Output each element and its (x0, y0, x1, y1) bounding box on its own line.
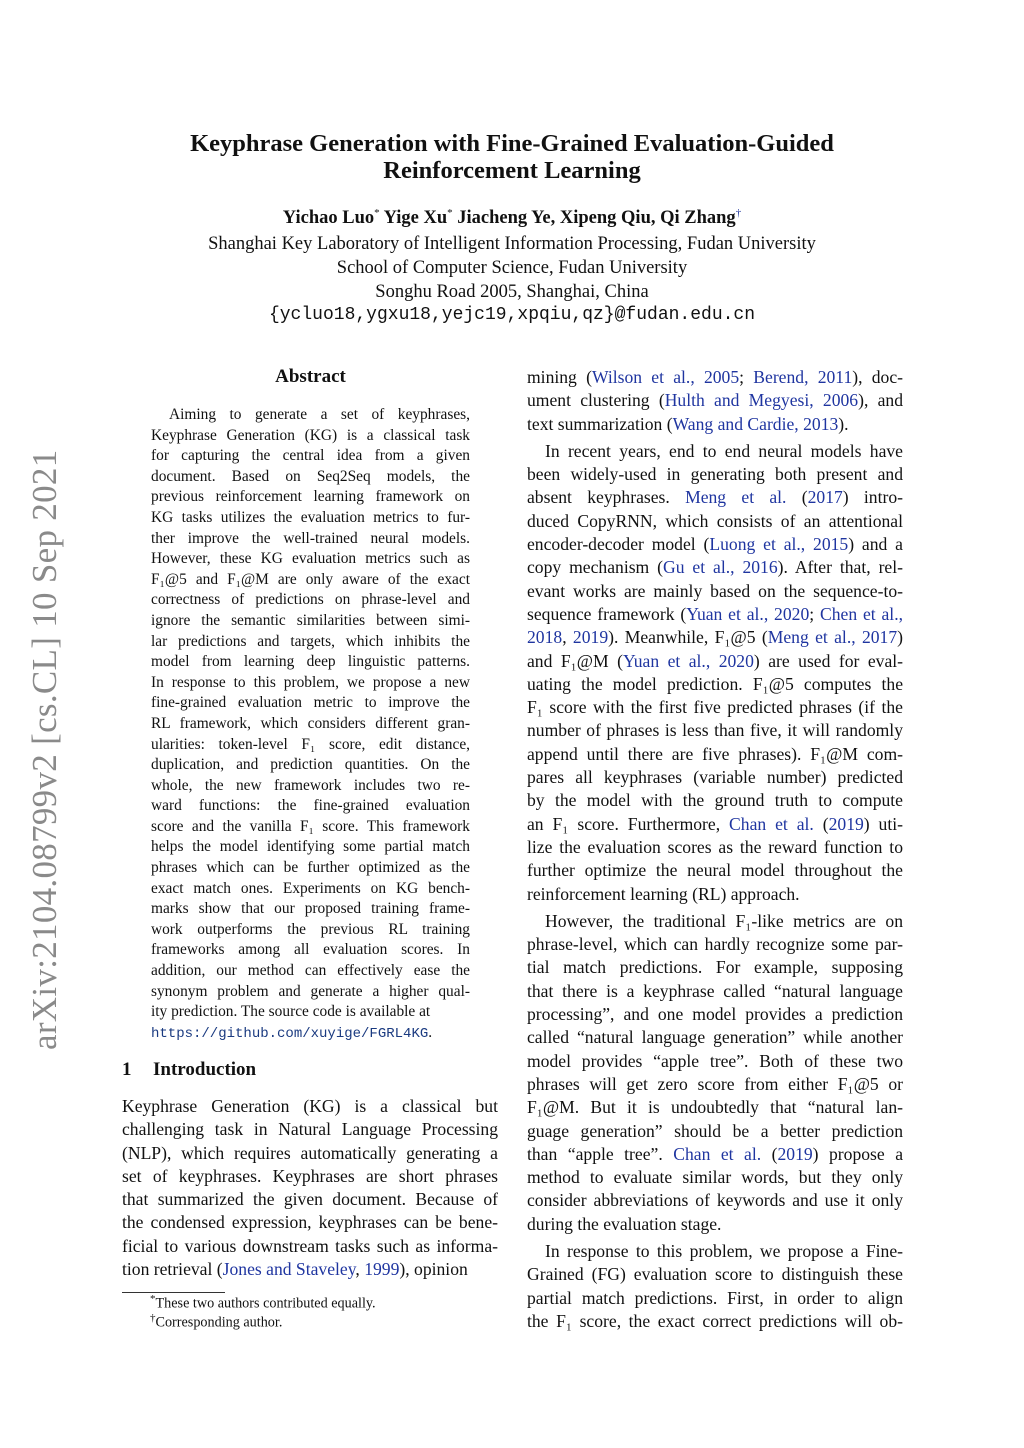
paper-title (0, 130, 1024, 184)
section-number: 1 (122, 1059, 132, 1080)
text-line: ward functions: the fine-grained evaluation (151, 797, 470, 815)
text-line: model provides “apple tree”. Both of these two (527, 1050, 903, 1071)
text-line: during the evaluation stage. (527, 1213, 722, 1234)
section-title: Introduction (153, 1059, 257, 1080)
author-emails: {ycluo18,ygxu18,yejc19,xpqiu,qz}@fudan.edu.cn (268, 305, 756, 325)
text-line: tion retrieval (Jones and Staveley, 1999), opinion (122, 1259, 468, 1280)
text-line: that summarized the given document. Because of (122, 1189, 498, 1210)
footnote-text: Corresponding author. (155, 1314, 283, 1331)
text-line: model from learning deep linguistic patterns. (151, 653, 470, 671)
author-footnote-mark: † (735, 207, 742, 219)
text-line: tial match predictions. For example, supposing (527, 957, 903, 978)
footnote-mark: † (150, 1312, 156, 1324)
text-line: document. Based on Seq2Seq models, the (151, 467, 470, 485)
footnote (150, 1312, 282, 1332)
text-line: the F₁ score, the exact correct predictions will ob- (527, 1310, 903, 1331)
text-line: consider abbreviations of keywords and use it only (527, 1190, 903, 1211)
text-line: In response to this problem, we propose a Fine- (545, 1240, 903, 1261)
text-line: sequence framework (Yuan et al., 2020; Chen et al., (527, 603, 903, 624)
title-line: Reinforcement Learning (383, 157, 641, 184)
citation-link[interactable]: 2019 (572, 627, 609, 648)
text-line: However, the traditional F₁-like metrics are on (545, 910, 903, 931)
text-line: synonym problem and generate a higher qual- (151, 982, 470, 1000)
paragraph (527, 910, 903, 1236)
link-suffix: . (428, 1023, 433, 1041)
abstract-body (151, 405, 470, 1044)
text-line: number of phrases is less than five, it will randomly (527, 720, 903, 741)
text-line: and F₁@M (Yuan et al., 2020) are used for eval- (527, 650, 904, 671)
text-line: text summarization (Wang and Cardie, 2013). (527, 413, 849, 434)
citation-link[interactable]: Chen et al., (819, 603, 903, 624)
citation-link[interactable]: Hulth and Megyesi, 2006 (664, 390, 859, 411)
text-line: However, these KG evaluation metrics such as (151, 550, 470, 568)
text-line: duced CopyRNN, which consists of an attentional (527, 510, 903, 531)
text-line: previous reinforcement learning framework on (151, 488, 470, 506)
text-line: In recent years, end to end neural models have (545, 440, 903, 461)
text-line: ularities: token-level F₁ score, edit distance, (151, 735, 470, 753)
citation-link[interactable]: Yuan et al., 2020 (622, 650, 754, 671)
text-line: ument clustering (Hulth and Megyesi, 2006), and (527, 390, 903, 411)
text-line: addition, our method can effectively ease the (151, 962, 470, 980)
text-line: Keyphrase Generation (KG) is a classical but (122, 1096, 498, 1116)
author-name: Qi Zhang (660, 208, 736, 229)
text-line: challenging task in Natural Language Processing (122, 1119, 498, 1140)
text-line: copy mechanism (Gu et al., 2016). After that, rel- (527, 557, 903, 578)
text-line: processing”, and one model provides a prediction (527, 1004, 903, 1025)
author-name: Jiacheng Ye (457, 208, 551, 229)
author-list: Yichao Luo* Yige Xu* Jiacheng Ye, Xipeng Qiu, Qi Zhang† (282, 207, 742, 229)
affiliation: Shanghai Key Laboratory of Intelligent Information Processing, Fudan University (208, 234, 816, 254)
citation-link[interactable]: 2019 (777, 1143, 813, 1164)
abstract-heading: Abstract (275, 366, 346, 387)
text-line: phrases which can be further optimized as the (151, 859, 470, 877)
text-line: F₁ score with the first five predicted phrases (if the (527, 697, 903, 718)
text-line: that there is a keyphrase called “natural language (527, 980, 903, 1001)
arxiv-stamp: arXiv:2104.08799v2 [cs.CL] 10 Sep 2021 (25, 449, 64, 1050)
text-line: 2018, 2019). Meanwhile, F₁@5 (Meng et al., 2017) (527, 627, 903, 648)
text-line: been widely-used in generating both present and (527, 464, 903, 485)
citation-link[interactable]: 2018 (527, 627, 563, 648)
citation-link[interactable]: Wilson et al., 2005 (591, 367, 740, 387)
text-line: KG tasks utilizes the evaluation metrics to fur- (151, 508, 470, 526)
author-footnote-mark: * (374, 207, 380, 219)
text-line: helps the model identifying some partial match (151, 838, 470, 856)
text-line: absent keyphrases. Meng et al. (2017) intro- (527, 487, 903, 508)
citation-link[interactable]: 2017 (807, 487, 843, 508)
title-line: Keyphrase Generation with Fine-Grained Evaluation-Guided (190, 130, 834, 157)
author-footnote-mark: * (447, 207, 453, 219)
affiliation: School of Computer Science, Fudan University (336, 258, 688, 278)
citation-link[interactable]: Meng et al. (685, 487, 787, 508)
right-column-body (527, 366, 903, 1333)
text-line: (NLP), which requires automatically generating a (122, 1142, 498, 1163)
text-line: set of keyphrases. Keyphrases are short phrases (122, 1165, 498, 1186)
citation-link[interactable]: 1999 (364, 1259, 400, 1280)
text-line: partial match predictions. First, in order to align (527, 1287, 903, 1308)
text-line: ther improve the well-trained neural models. (151, 529, 470, 547)
citation-link[interactable]: Luong et al., 2015 (709, 534, 849, 555)
text-line: ignore the semantic similarities between simi- (151, 611, 470, 629)
paragraph (122, 1095, 498, 1281)
section-heading-introduction (122, 1059, 256, 1081)
text-line: whole, the new framework includes two re- (151, 776, 470, 794)
citation-link[interactable]: Wang and Cardie, 2013 (672, 413, 839, 434)
text-line: RL framework, which considers different gran- (151, 714, 470, 732)
text-line: encoder-decoder model (Luong et al., 2015) and a (527, 534, 903, 555)
text-line: work outperforms the previous RL training (151, 920, 470, 938)
citation-link[interactable]: Yuan et al., 2020 (686, 603, 810, 624)
text-line: append until there are five phrases). F₁@M com- (527, 743, 903, 764)
text-line: further optimize the neural model throughout the (527, 860, 903, 881)
footnote-mark: * (150, 1293, 156, 1305)
footnote (150, 1293, 376, 1313)
text-line: lize the evaluation scores as the reward function to (527, 836, 903, 857)
text-line: by the model with the ground truth to compute (527, 790, 903, 811)
paragraph (527, 366, 903, 436)
affiliation: Songhu Road 2005, Shanghai, China (375, 282, 649, 302)
citation-link[interactable]: Chan et al. (673, 1143, 762, 1164)
text-line: Keyphrase Generation (KG) is a classical task (151, 426, 470, 444)
paragraph (151, 405, 470, 1044)
text-line: an F₁ score. Furthermore, Chan et al. (2019) uti- (527, 813, 903, 834)
text-line: mining (Wilson et al., 2005; Berend, 2011), doc- (527, 367, 904, 387)
paragraph (527, 1240, 903, 1333)
introduction-body (122, 1095, 498, 1281)
text-line: In response to this problem, we propose a new (151, 673, 470, 691)
text-line: fine-grained evaluation metric to improve the (151, 694, 470, 712)
text-line: Aiming to generate a set of keyphrases, (169, 406, 470, 423)
text-line: F₁@5 and F₁@M are only aware of the exact (151, 570, 470, 588)
text-line: duplication, and prediction quantities. On the (151, 756, 470, 774)
text-line: exact match ones. Experiments on KG bench- (151, 879, 470, 897)
text-line: frameworks among all evaluation scores. In (151, 941, 470, 959)
text-line: ficial to various downstream tasks such as informa- (122, 1235, 498, 1256)
text-line: F₁@M. But it is undoubtedly that “natural lan- (527, 1097, 903, 1118)
citation-link[interactable]: 2019 (828, 813, 864, 834)
text-line: Grained (FG) evaluation score to distinguish these (527, 1264, 903, 1285)
source-code-link[interactable]: https://github.com/xuyige/FGRL4KG (151, 1025, 429, 1042)
citation-link[interactable]: Berend, 2011 (753, 367, 853, 387)
text-line: than “apple tree”. Chan et al. (2019) propose a (527, 1143, 904, 1164)
text-line: the condensed expression, keyphrases can be bene- (122, 1212, 498, 1233)
author-name: Yige Xu (383, 208, 448, 229)
text-line: called “natural language generation” while another (527, 1027, 903, 1048)
citation-link[interactable]: Chan et al. (729, 813, 814, 834)
text-line: ity prediction. The source code is available at (151, 1003, 431, 1021)
text-line (151, 1023, 470, 1045)
citation-link[interactable]: Gu et al., 2016 (663, 557, 778, 578)
citation-link[interactable]: Jones and Staveley (222, 1259, 356, 1280)
citation-link[interactable]: Meng et al., 2017 (767, 627, 898, 648)
text-line: lar predictions and targets, which inhibits the (151, 632, 470, 650)
paragraph (527, 440, 903, 906)
text-line: evant works are mainly based on the sequence-to- (527, 580, 903, 601)
text-line: marks show that our proposed training frame- (151, 900, 470, 918)
author-name: Yichao Luo (282, 208, 375, 229)
text-line: score and the vanilla F₁ score. This framework (151, 817, 470, 835)
text-line: reinforcement learning (RL) approach. (527, 883, 800, 904)
text-line: pares all keyphrases (variable number) predicted (527, 767, 903, 788)
text-line: correctness of predictions on phrase-level and (151, 591, 470, 609)
text-line: phrase-level, which can hardly recognize some par- (527, 934, 903, 955)
author-name: Xipeng Qiu (559, 208, 651, 229)
text-line: method to evaluate similar words, but they only (527, 1167, 903, 1188)
text-line: phrases will get zero score from either F₁@5 or (527, 1073, 903, 1094)
text-line: guage generation” should be a better prediction (527, 1120, 903, 1141)
footnote-text: These two authors contributed equally. (155, 1295, 376, 1312)
text-line: uating the model prediction. F₁@5 computes the (527, 673, 903, 694)
text-line: for capturing the central idea from a given (151, 447, 470, 465)
